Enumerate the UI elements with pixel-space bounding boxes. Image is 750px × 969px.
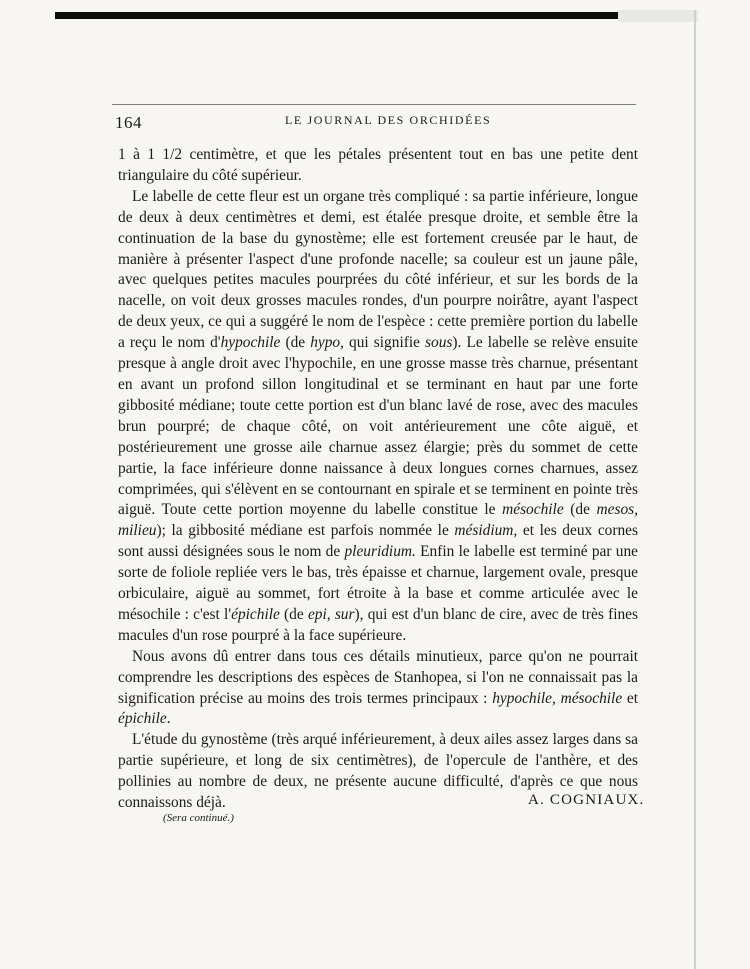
running-head xyxy=(115,110,637,132)
paragraph-4: L'étude du gynostème (très arqué inférieurement, à deux ailes assez larges dans sa partie supérieure, et long de six centimètres), de l'opercule de l'anthère, et des pollinies au nombre de deux, ne présente aucune difficulté, d'après ce que nous connaissons déjà. xyxy=(118,731,638,812)
term-mesochile-2: mésochile xyxy=(560,689,623,707)
scan-top-edge xyxy=(55,12,695,19)
term-epichile-2: épichile xyxy=(118,710,167,728)
term-epichile: épichile xyxy=(231,605,280,623)
article-body xyxy=(118,145,638,814)
term-hypochile-2: hypochile, xyxy=(492,689,556,707)
term-mesidium: mésidium, xyxy=(454,522,518,540)
term-pleuridium: pleuridium. xyxy=(344,543,416,561)
term-epi: epi, sur xyxy=(307,605,355,623)
term-mesochile: mésochile xyxy=(502,501,564,519)
term-sous: sous xyxy=(425,334,453,352)
term-hypochile: hypochile xyxy=(220,334,281,352)
journal-title: LE JOURNAL DES ORCHIDÉES xyxy=(285,113,492,127)
page-number: 164 xyxy=(115,113,142,132)
continued-note: (Sera continué.) xyxy=(163,812,234,824)
term-mesos: mesos, milieu xyxy=(118,501,638,540)
scan-top-edge-light xyxy=(618,10,698,22)
scan-right-edge xyxy=(694,10,696,969)
paragraph-1: 1 à 1 1/2 centimètre, et que les pétales présentent tout en bas une petite dent triangulaire du côté supérieur. xyxy=(118,146,638,184)
paragraph-3: Nous avons dû entrer dans tous ces détails minutieux, parce qu'on ne pourrait comprendre les descriptions des espèces de Stanhopea, si l'on ne connaissait pas la signification précise au moins des trois termes principaux : hypochile, mésochile et épichile. xyxy=(118,647,638,728)
header-rule xyxy=(112,104,636,105)
term-hypo: hypo, xyxy=(310,334,344,352)
paragraph-2: Le labelle de cette fleur est un organe très compliqué : sa partie inférieure, longue de deux à deux centimètres et demi, est étalée presque droite, et semble être la continuation de la base du gynostème; elle est fortement creusée par le haut, de manière à présenter l'aspect d'une profonde nacelle; sa couleur est un jaune pâle, avec quelques petites macules pourprées du côté inférieur, et sur les bords de la nacelle, on voit deux grosses macules rondes, d'un pourpre noirâtre, ayant l'aspect de deux yeux, ce qui a suggéré le nom de l'espèce : cette première portion du labelle a reçu le nom d'hypochile (de hypo, qui signifie sous). Le labelle se relève ensuite presque à angle droit avec l'hypochile, en une grosse masse très charnue, présentant en avant un profond sillon longitudinal et se terminant en haut par une forte gibbosité médiane; toute cette portion est d'un blanc lavé de rose, avec des macules brun pourpré; de chaque côté, on voit antérieurement une côte aiguë, et postérieurement une grosse aile charnue assez élargie; près du sommet de cette partie, la face inférieure donne naissance à deux longues cornes charnues, assez comprimées, qui s'élèvent en se contournant en spirale et se terminent en pointe très aiguë. Toute cette portion moyenne du labelle constitue le mésochile (de mesos, milieu); la gibbosité médiane est parfois nommée le mésidium, et les deux cornes sont aussi désignées sous le nom de pleuridium. Enfin le labelle est terminé par une sorte de foliole repliée vers le bas, très épaisse et charnue, largement ovale, presque orbiculaire, aiguë au sommet, fort étroite à la base et comme articulée avec le mésochile : c'est l'épichile (de epi, sur), qui est d'un blanc de cire, avec de très fines macules d'un rose pourpré à la face supérieure. xyxy=(118,187,639,644)
author-signature: A. COGNIAUX. xyxy=(528,792,645,808)
